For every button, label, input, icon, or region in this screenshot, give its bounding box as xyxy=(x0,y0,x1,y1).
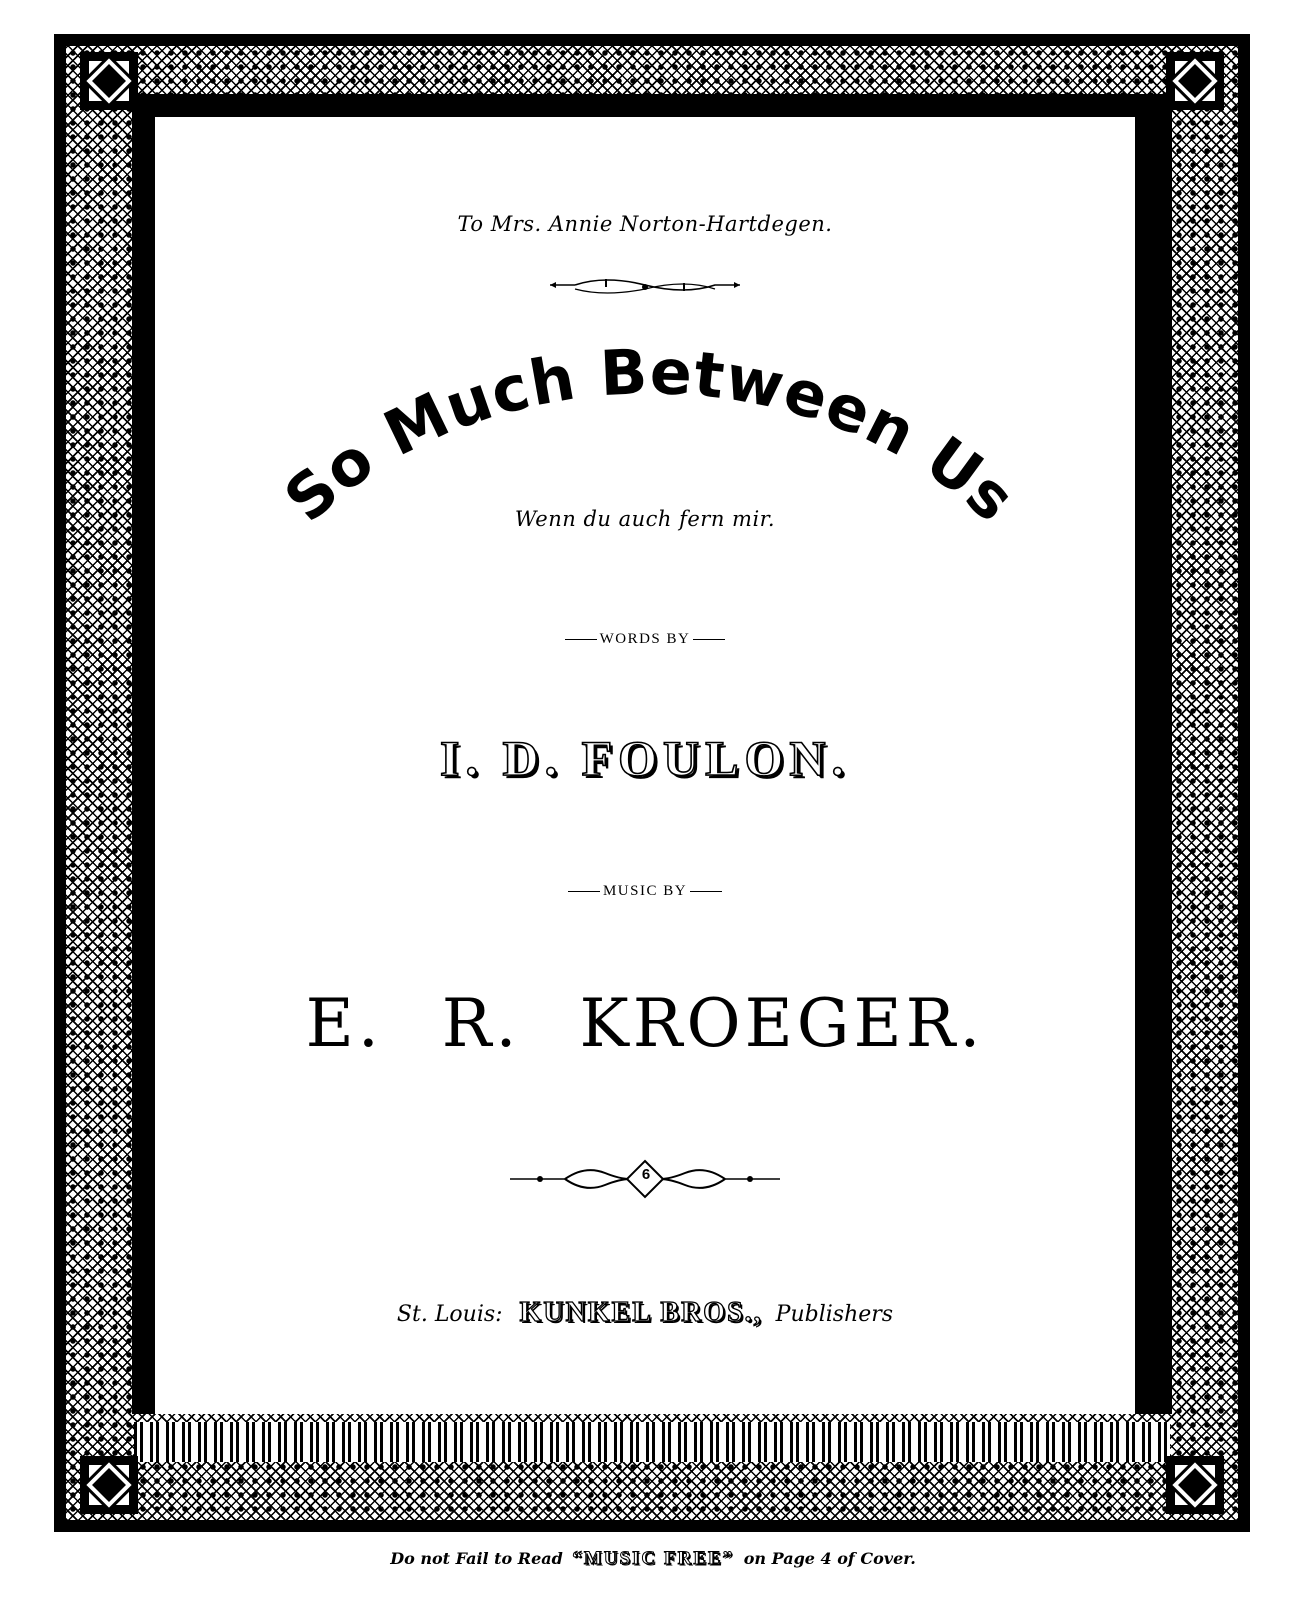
footer-suffix: on Page 4 of Cover. xyxy=(743,1549,916,1568)
words-by-text: WORDS BY xyxy=(599,631,691,647)
dedication: To Mrs. Annie Norton-Hartdegen. xyxy=(457,212,833,236)
corner-ornament-icon xyxy=(80,52,138,110)
footer-prefix: Do not Fail to Read xyxy=(390,1549,563,1568)
corner-ornament-icon xyxy=(1166,52,1224,110)
song-subtitle: Wenn du auch fern mir. xyxy=(514,507,776,531)
publisher-line xyxy=(155,1297,1135,1329)
corner-ornament-icon xyxy=(80,1456,138,1514)
music-by-text: MUSIC BY xyxy=(602,883,688,899)
svg-text:So Much Between Us xyxy=(270,335,1029,536)
song-title xyxy=(155,327,1135,587)
words-by-label xyxy=(155,631,1135,648)
publisher-city: St. Louis: xyxy=(396,1302,503,1327)
cover-footer xyxy=(0,1548,1306,1570)
publisher-firm: KUNKEL BROS., xyxy=(519,1297,763,1328)
cover-panel xyxy=(155,117,1135,1414)
edition-number: 6 xyxy=(641,1166,651,1183)
flourish-ornament-icon xyxy=(545,273,745,297)
corner-ornament-icon xyxy=(1166,1456,1224,1514)
footer-highlight: “MUSIC FREE” xyxy=(572,1548,735,1569)
publisher-role: Publishers xyxy=(775,1302,894,1327)
bottom-border-strip xyxy=(134,1422,1170,1462)
lyricist-name: I. D. FOULON. xyxy=(440,730,850,786)
music-by-label xyxy=(155,883,1135,900)
composer-name: E. R. KROEGER. xyxy=(305,985,985,1062)
song-title-text: So Much Between Us xyxy=(270,334,1030,537)
